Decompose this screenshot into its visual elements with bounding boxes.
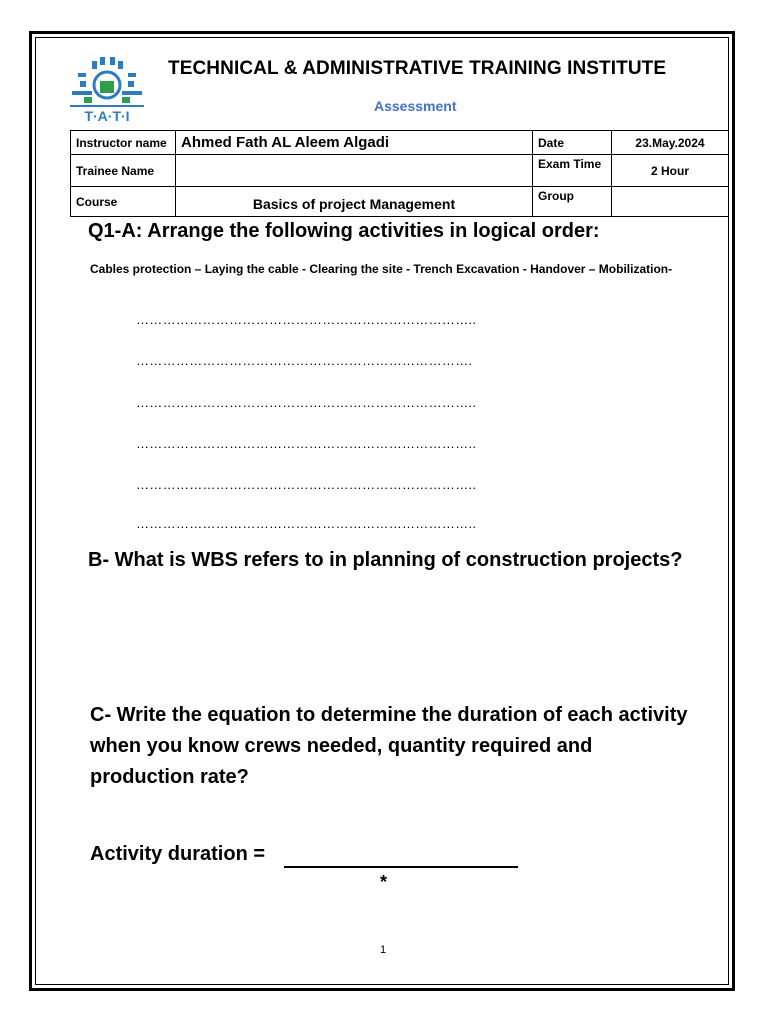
question-1a-activities: Cables protection – Laying the cable - Clearing the site - Trench Excavation - Handover – Mobilization-	[90, 262, 673, 276]
question-1b: B- What is WBS refers to in planning of construction projects?	[88, 549, 683, 571]
equation-star: *	[380, 872, 388, 892]
exam-time-value: 2 Hour	[612, 155, 729, 187]
info-table	[70, 130, 729, 217]
instructor-value: Ahmed Fath AL Aleem Algadi	[176, 131, 533, 155]
tati-logo	[70, 55, 144, 123]
question-1a-title: Q1-A: Arrange the following activities in logical order:	[88, 220, 600, 242]
table-row	[71, 155, 729, 187]
answer-line-2[interactable]: ………………………………………………………………….	[136, 353, 473, 368]
date-label: Date	[533, 131, 612, 155]
logo-text: T·A·T·I	[84, 108, 130, 123]
table-row	[71, 131, 729, 155]
answer-line-1[interactable]: …………………………………………………………………..	[136, 312, 477, 327]
equation-label: Activity duration =	[90, 843, 266, 865]
assessment-subtitle: Assessment	[374, 98, 457, 114]
answer-line-6[interactable]: …………………………………………………………………..	[136, 516, 477, 531]
instructor-label: Instructor name	[71, 131, 176, 155]
page-number: 1	[380, 944, 387, 956]
date-value: 23.May.2024	[612, 131, 729, 155]
answer-line-5[interactable]: …………………………………………………………………..	[136, 477, 477, 492]
equation-answer-line[interactable]	[284, 866, 518, 868]
question-1c: C- Write the equation to determine the duration of each activity when you know crews needed, quantity required and production rate?	[90, 704, 688, 788]
trainee-label: Trainee Name	[71, 155, 176, 187]
answer-line-3[interactable]: …………………………………………………………………..	[136, 395, 477, 410]
course-label: Course	[71, 187, 176, 217]
course-value: Basics of project Management	[176, 187, 533, 217]
answer-line-4[interactable]: …………………………………………………………………..	[136, 436, 477, 451]
group-label: Group	[533, 187, 612, 217]
group-value-field[interactable]	[612, 187, 729, 217]
institute-title: TECHNICAL & ADMINISTRATIVE TRAINING INSTITUTE	[168, 58, 667, 79]
exam-time-label: Exam Time	[533, 155, 612, 187]
table-row	[71, 187, 729, 217]
trainee-value-field[interactable]	[176, 155, 533, 187]
